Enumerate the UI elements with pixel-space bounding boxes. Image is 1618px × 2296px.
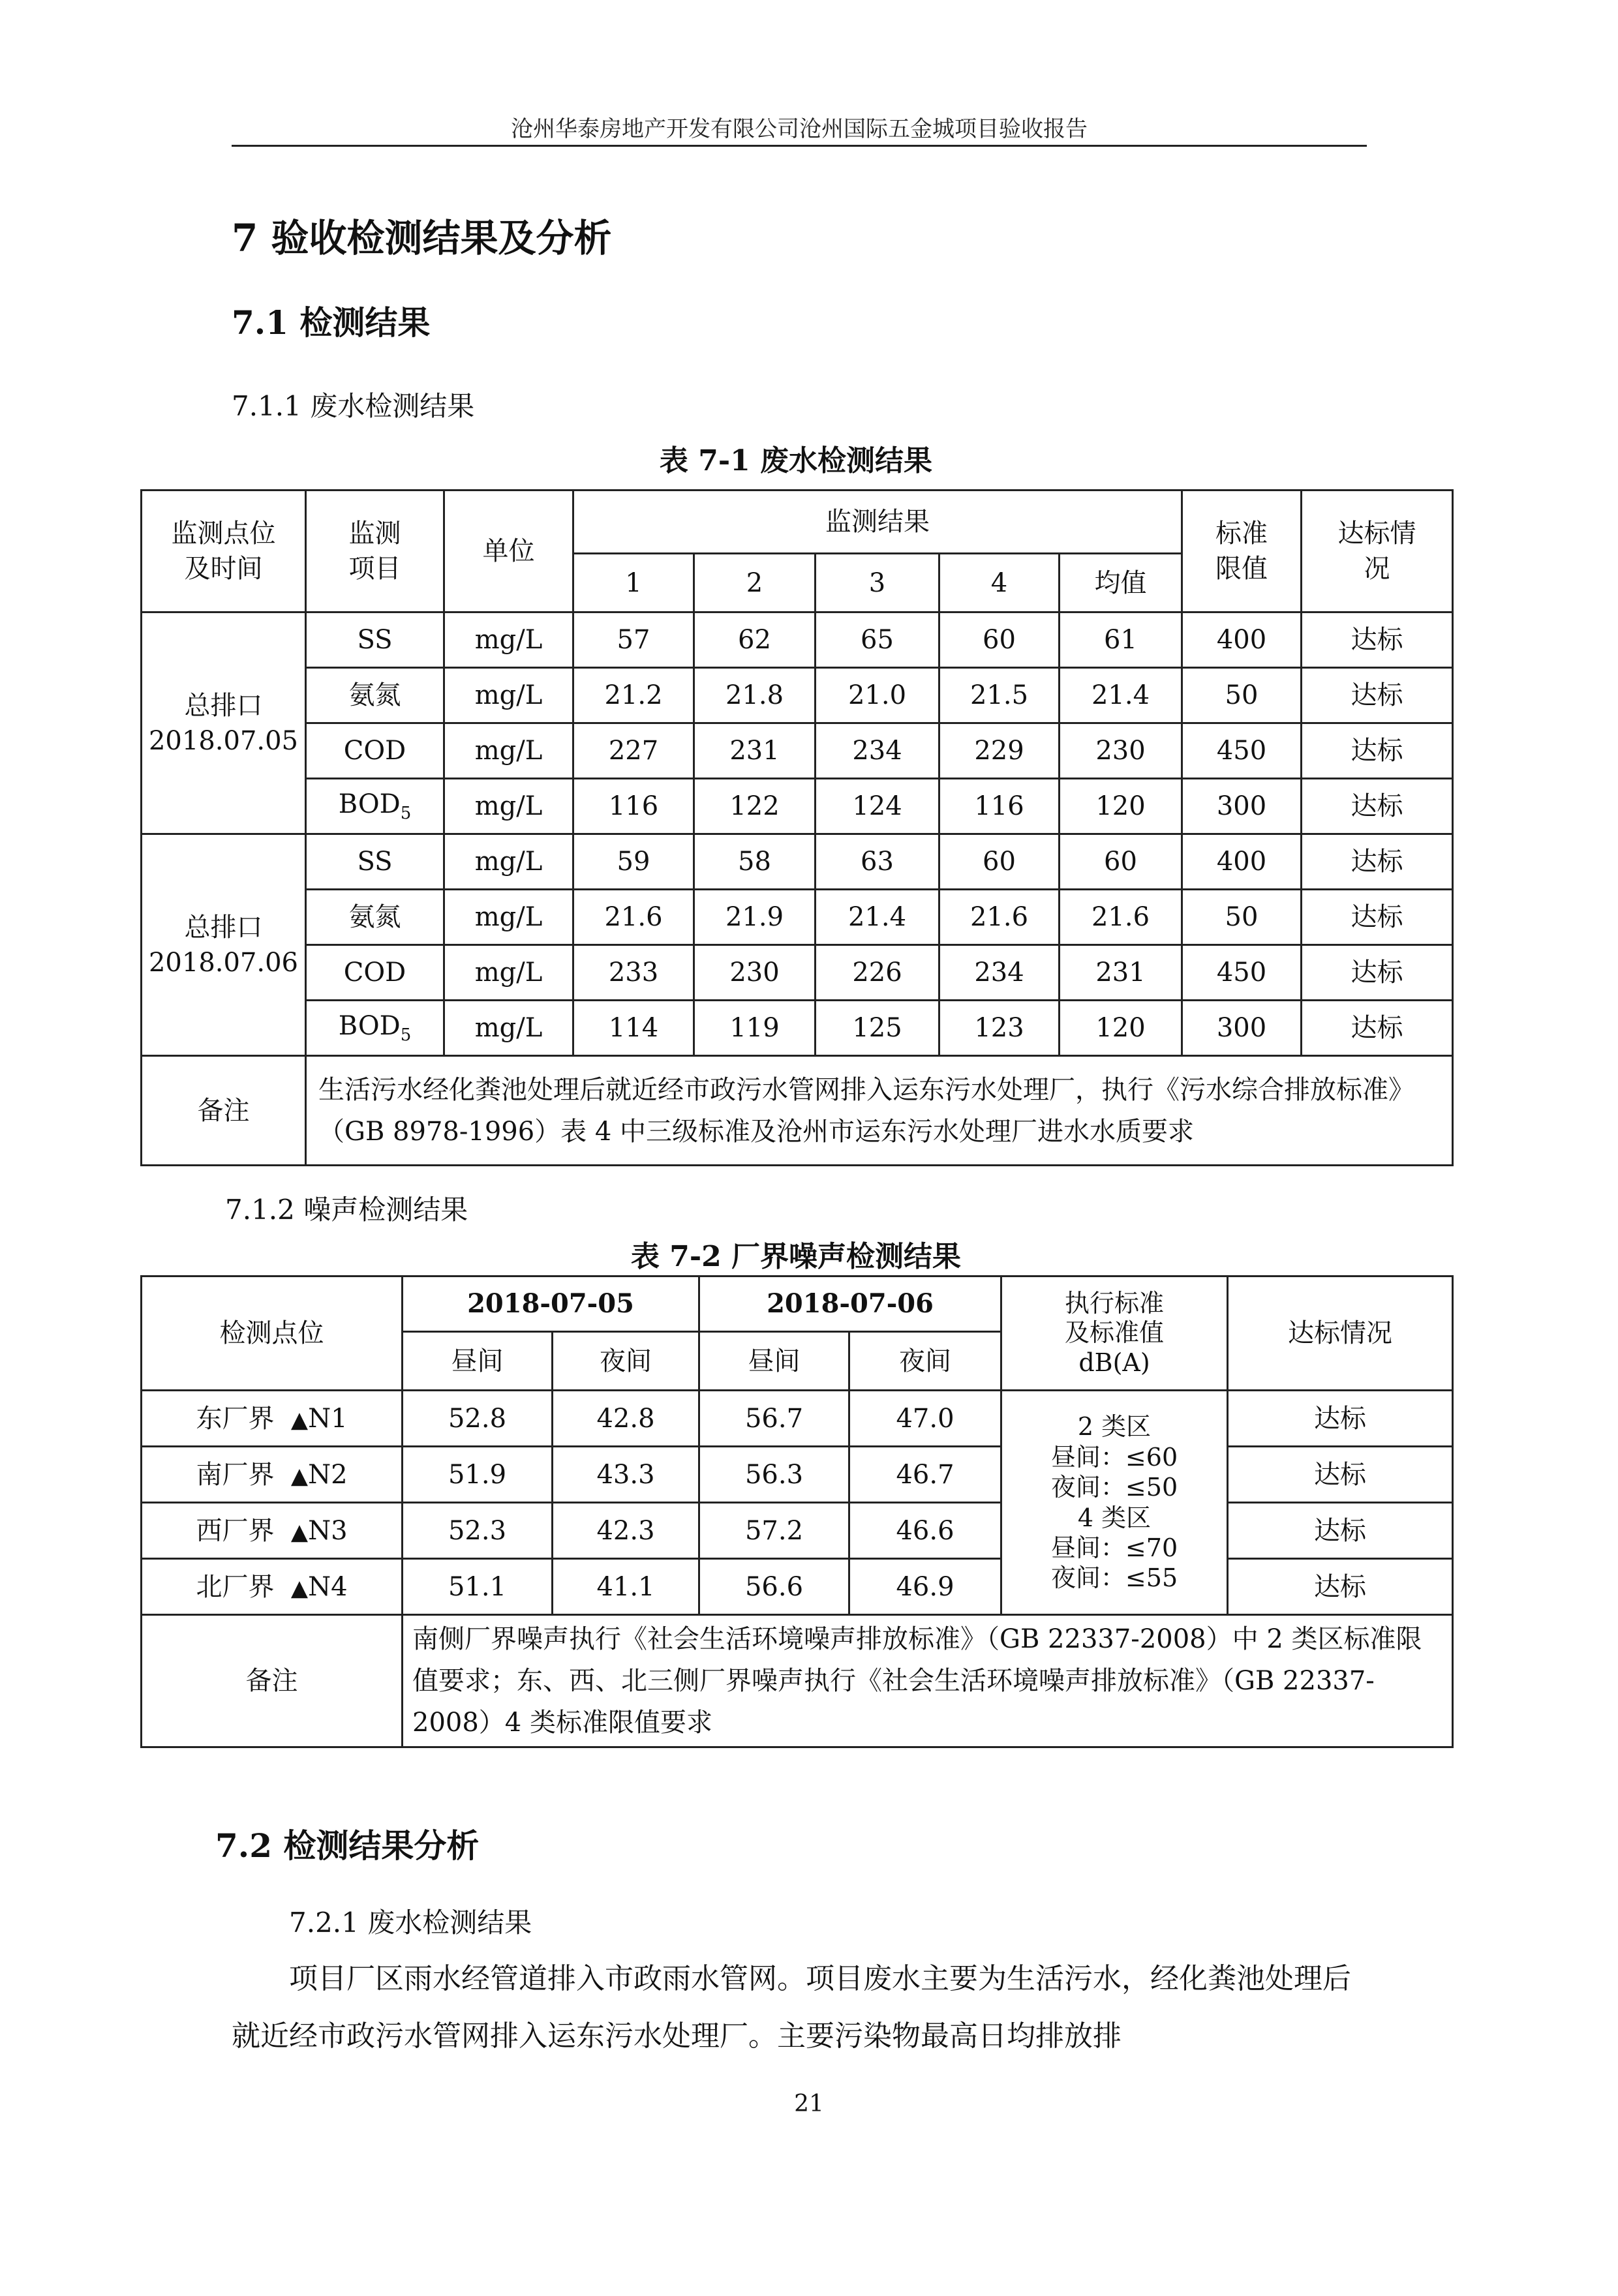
limit-cell: 450: [1182, 723, 1302, 779]
item-cell: [306, 668, 444, 723]
noise-value-cell: 56.6: [699, 1559, 849, 1615]
noise-value-cell: 42.8: [553, 1391, 699, 1447]
table-row: [142, 1447, 1453, 1503]
section-7-2-heading: 7.2 检测结果分析: [215, 1826, 480, 1865]
value-cell: 125: [816, 1001, 939, 1056]
status-cell: 达标: [1302, 945, 1453, 1001]
limit-cell: 400: [1182, 834, 1302, 890]
item-name: COD: [343, 958, 406, 988]
noise-value-cell: 46.7: [849, 1447, 1001, 1503]
noise-standard-line: 昼间：≤70: [1050, 1533, 1178, 1562]
noise-point-code: N2: [308, 1459, 348, 1490]
noise-point-name: 东厂界: [196, 1403, 275, 1434]
analysis-paragraph: 项目厂区雨水经管道排入市政雨水管网。项目废水主要为生活污水，经化粪池处理后就近经市政污水管网排入运东污水处理厂。主要污染物最高日均排放排: [232, 1962, 1351, 2053]
item-name: COD: [343, 736, 406, 766]
noise-header-standard-line-2: 及标准值: [1065, 1318, 1165, 1348]
noise-value-cell: 56.3: [699, 1447, 849, 1503]
value-cell: 60: [1060, 834, 1182, 890]
unit-cell: mg/L: [444, 612, 573, 668]
header-col-4: 4: [939, 554, 1060, 612]
noise-header-standard-line-1: 执行标准: [1065, 1288, 1165, 1318]
item-cell: [306, 1001, 444, 1056]
noise-value-cell: 52.8: [403, 1391, 553, 1447]
item-name: 氨氮: [348, 680, 401, 710]
status-cell: 达标: [1302, 779, 1453, 834]
header-col-2: 2: [694, 554, 816, 612]
value-cell: 233: [573, 945, 694, 1001]
header-results: 监测结果: [573, 491, 1182, 554]
value-cell: 119: [694, 1001, 816, 1056]
value-cell: 124: [816, 779, 939, 834]
value-cell: 21.6: [573, 890, 694, 945]
item-name: 氨氮: [348, 902, 401, 932]
triangle-marker-icon: ▲: [290, 1575, 309, 1601]
limit-cell: 400: [1182, 612, 1302, 668]
page-header: 沧州华泰房地产开发有限公司沧州国际五金城项目验收报告: [511, 116, 1088, 142]
value-cell: 116: [573, 779, 694, 834]
section-7-2-1-heading: 7.2.1 废水检测结果: [289, 1907, 532, 1939]
triangle-marker-icon: ▲: [290, 1406, 309, 1433]
noise-value-cell: 43.3: [553, 1447, 699, 1503]
noise-header-day-2: 昼间: [699, 1332, 849, 1391]
noise-standard-line: 夜间：≤50: [1050, 1473, 1178, 1502]
value-cell: 58: [694, 834, 816, 890]
table-7-1-caption: 表 7-1 废水检测结果: [659, 444, 933, 477]
header-limit: 标准 限值: [1182, 491, 1302, 612]
item-name: SS: [357, 847, 393, 877]
table-row: [142, 1001, 1453, 1056]
noise-point-code: N4: [308, 1571, 348, 1602]
value-cell: 21.5: [939, 668, 1060, 723]
noise-standard-cell: [1001, 1391, 1228, 1615]
noise-value-cell: 47.0: [849, 1391, 1001, 1447]
header-rule: [232, 145, 1367, 147]
limit-cell: 50: [1182, 668, 1302, 723]
value-cell: 229: [939, 723, 1060, 779]
wastewater-table: [140, 489, 1454, 1166]
value-cell: 123: [939, 1001, 1060, 1056]
value-cell: 234: [816, 723, 939, 779]
value-cell: 227: [573, 723, 694, 779]
value-cell: 63: [816, 834, 939, 890]
value-cell: 230: [1060, 723, 1182, 779]
noise-value-cell: 46.9: [849, 1559, 1001, 1615]
noise-standard-line: 4 类区: [1077, 1503, 1152, 1532]
noise-header-standard: [1001, 1276, 1228, 1391]
table-row: [142, 779, 1453, 834]
table-row: [142, 723, 1453, 779]
value-cell: 231: [694, 723, 816, 779]
noise-point-code: N3: [308, 1515, 348, 1546]
group-point: [142, 612, 306, 834]
noise-point-name: 北厂界: [196, 1571, 275, 1602]
item-cell: [306, 890, 444, 945]
unit-cell: mg/L: [444, 723, 573, 779]
table-row: [142, 612, 1453, 668]
noise-value-cell: 42.3: [553, 1503, 699, 1559]
group-point-name: 总排口: [184, 690, 263, 721]
noise-header-standard-line-3: dB(A): [1078, 1348, 1150, 1377]
value-cell: 61: [1060, 612, 1182, 668]
section-7-1-1-heading: 7.1.1 废水检测结果: [232, 390, 475, 422]
group-point-date: 2018.07.05: [148, 725, 299, 756]
table-row: [142, 834, 1453, 890]
item-subscript: 5: [400, 1025, 412, 1046]
noise-value-cell: 41.1: [553, 1559, 699, 1615]
group-point-date: 2018.07.06: [148, 947, 299, 978]
table1-note-label: 备注: [142, 1056, 306, 1166]
header-status: 达标情 况: [1302, 491, 1453, 612]
status-cell: 达标: [1302, 834, 1453, 890]
header-point: 监测点位 及时间: [142, 491, 306, 612]
noise-status-cell: 达标: [1228, 1391, 1453, 1447]
status-cell: 达标: [1302, 890, 1453, 945]
value-cell: 21.8: [694, 668, 816, 723]
unit-cell: mg/L: [444, 668, 573, 723]
status-cell: 达标: [1302, 612, 1453, 668]
header-col-1: 1: [573, 554, 694, 612]
noise-status-cell: 达标: [1228, 1559, 1453, 1615]
header-unit: 单位: [444, 491, 573, 612]
table-row: [142, 1559, 1453, 1615]
noise-point-cell: [142, 1559, 403, 1615]
header-item: 监测 项目: [306, 491, 444, 612]
group-point: [142, 834, 306, 1056]
value-cell: 122: [694, 779, 816, 834]
status-cell: 达标: [1302, 723, 1453, 779]
item-name: BOD: [338, 789, 401, 820]
value-cell: 62: [694, 612, 816, 668]
section-7-1-2-heading: 7.1.2 噪声检测结果: [225, 1194, 468, 1226]
triangle-marker-icon: ▲: [290, 1518, 309, 1545]
limit-cell: 50: [1182, 890, 1302, 945]
value-cell: 21.4: [1060, 668, 1182, 723]
limit-cell: 300: [1182, 779, 1302, 834]
item-cell: [306, 723, 444, 779]
section-7-1-heading: 7.1 检测结果: [232, 303, 431, 342]
value-cell: 21.6: [939, 890, 1060, 945]
unit-cell: mg/L: [444, 834, 573, 890]
unit-cell: mg/L: [444, 890, 573, 945]
table-row: [142, 1391, 1453, 1447]
noise-header-night-1: 夜间: [553, 1332, 699, 1391]
value-cell: 21.9: [694, 890, 816, 945]
noise-status-cell: 达标: [1228, 1503, 1453, 1559]
item-name: SS: [357, 625, 393, 655]
noise-header-night-2: 夜间: [849, 1332, 1001, 1391]
item-cell: [306, 945, 444, 1001]
noise-point-name: 南厂界: [196, 1459, 275, 1490]
value-cell: 120: [1060, 1001, 1182, 1056]
value-cell: 21.2: [573, 668, 694, 723]
value-cell: 116: [939, 779, 1060, 834]
noise-header-point: 检测点位: [142, 1276, 403, 1391]
limit-cell: 300: [1182, 1001, 1302, 1056]
table1-note: 生活污水经化粪池处理后就近经市政污水管网排入运东污水处理厂，执行《污水综合排放标准》（GB 8978-1996）表 4 中三级标准及沧州市运东污水处理厂进水水质要求: [306, 1056, 1453, 1166]
item-cell: [306, 834, 444, 890]
value-cell: 120: [1060, 779, 1182, 834]
table2-note-label: 备注: [142, 1615, 403, 1747]
table2-note: 南侧厂界噪声执行《社会生活环境噪声排放标准》（GB 22337-2008）中 2 类区标准限值要求；东、西、北三侧厂界噪声执行《社会生活环境噪声排放标准》（GB 22337-2008）4 类标准限值要求: [403, 1615, 1453, 1747]
value-cell: 234: [939, 945, 1060, 1001]
item-name: BOD: [338, 1011, 401, 1042]
header-col-mean: 均值: [1060, 554, 1182, 612]
value-cell: 231: [1060, 945, 1182, 1001]
noise-point-name: 西厂界: [196, 1515, 275, 1546]
value-cell: 21.4: [816, 890, 939, 945]
group-point-name: 总排口: [184, 912, 263, 943]
noise-value-cell: 56.7: [699, 1391, 849, 1447]
noise-standard-line: 昼间：≤60: [1050, 1442, 1178, 1472]
value-cell: 57: [573, 612, 694, 668]
triangle-marker-icon: ▲: [290, 1462, 309, 1489]
noise-value-cell: 51.1: [403, 1559, 553, 1615]
status-cell: 达标: [1302, 668, 1453, 723]
value-cell: 114: [573, 1001, 694, 1056]
value-cell: 60: [939, 834, 1060, 890]
unit-cell: mg/L: [444, 779, 573, 834]
noise-value-cell: 57.2: [699, 1503, 849, 1559]
noise-header-day-1: 昼间: [403, 1332, 553, 1391]
value-cell: 60: [939, 612, 1060, 668]
status-cell: 达标: [1302, 1001, 1453, 1056]
noise-point-code: N1: [308, 1403, 348, 1434]
limit-cell: 450: [1182, 945, 1302, 1001]
unit-cell: mg/L: [444, 1001, 573, 1056]
table-row: [142, 1503, 1453, 1559]
value-cell: 226: [816, 945, 939, 1001]
noise-point-cell: [142, 1503, 403, 1559]
value-cell: 59: [573, 834, 694, 890]
table-row: [142, 890, 1453, 945]
noise-status-cell: 达标: [1228, 1447, 1453, 1503]
table-row: [142, 668, 1453, 723]
noise-value-cell: 46.6: [849, 1503, 1001, 1559]
noise-point-cell: [142, 1391, 403, 1447]
value-cell: 65: [816, 612, 939, 668]
noise-value-cell: 51.9: [403, 1447, 553, 1503]
page-number: 21: [794, 2091, 824, 2117]
section-7-heading: 7 验收检测结果及分析: [232, 216, 612, 260]
table-row: [142, 945, 1453, 1001]
unit-cell: mg/L: [444, 945, 573, 1001]
item-cell: [306, 779, 444, 834]
value-cell: 230: [694, 945, 816, 1001]
value-cell: 21.0: [816, 668, 939, 723]
noise-table: [140, 1275, 1454, 1748]
noise-header-date-1: 2018-07-05: [403, 1276, 699, 1332]
value-cell: 21.6: [1060, 890, 1182, 945]
header-col-3: 3: [816, 554, 939, 612]
noise-standard-line: 2 类区: [1077, 1412, 1152, 1442]
noise-header-date-2: 2018-07-06: [699, 1276, 1001, 1332]
noise-value-cell: 52.3: [403, 1503, 553, 1559]
table-7-2-caption: 表 7-2 厂界噪声检测结果: [630, 1240, 962, 1273]
item-subscript: 5: [400, 804, 412, 824]
noise-header-status: 达标情况: [1228, 1276, 1453, 1391]
item-cell: [306, 612, 444, 668]
noise-point-cell: [142, 1447, 403, 1503]
noise-standard-line: 夜间：≤55: [1050, 1563, 1178, 1593]
